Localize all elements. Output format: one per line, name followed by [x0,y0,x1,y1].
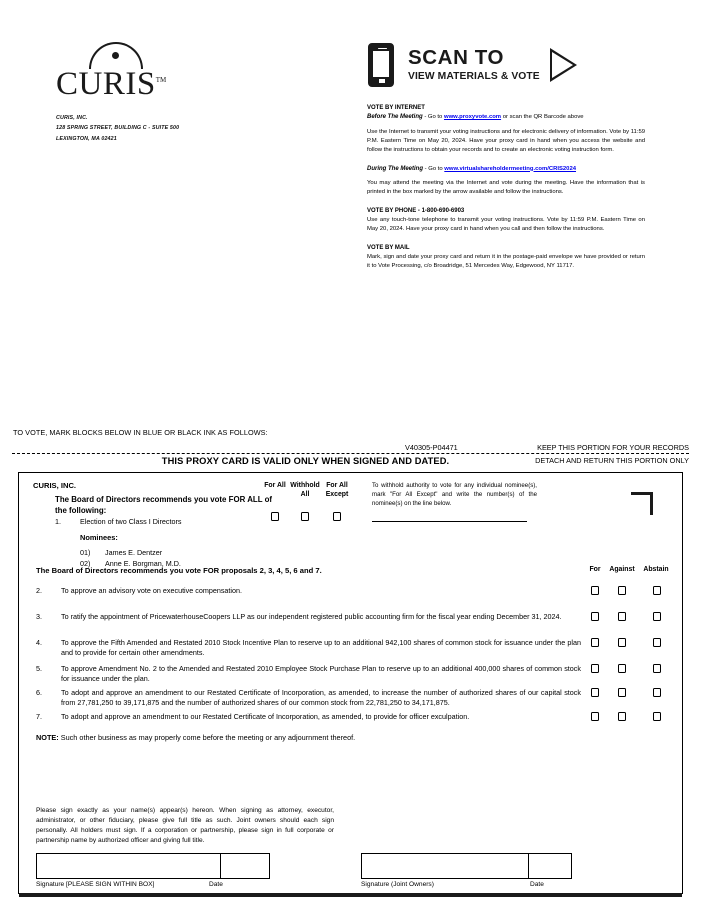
header-for: For [589,566,601,573]
proposal-row [36,712,581,722]
checkbox-proposal-5-abstain[interactable] [653,664,661,673]
before-meeting-label: Before The Meeting [367,114,423,121]
proposal-row [36,688,581,708]
nominee-name: James E. Dentzer [105,548,163,557]
header-withhold-all: Withhold All [290,482,320,498]
during-meeting-goto: - Go to [424,165,445,172]
note-label: NOTE: [36,733,59,742]
checkbox-item1-for-all[interactable] [271,512,279,521]
phone-screen-icon [373,51,389,77]
proposal-row [36,586,581,596]
proposals-recommendation: The Board of Directors recommends you vote FOR proposals 2, 3, 4, 5, 6 and 7. [36,566,322,575]
signature-label-1: Signature [PLEASE SIGN WITHIN BOX] [36,881,155,888]
during-meeting-body: You may attend the meeting via the Internet and vote during the meeting. Have the information that is printed in the box marked by the arrow available and follow the instructions. [367,180,645,196]
proposal-number: 6. [36,688,42,697]
header-for-all: For All [264,482,286,489]
vote-by-phone-heading: VOTE BY PHONE - 1-800-690-6903 [367,208,465,215]
during-meeting-line [367,165,645,174]
smartphone-icon [368,43,394,87]
checkbox-item1-for-all-except[interactable] [333,512,341,521]
proposal-text: To ratify the appointment of PricewaterhouseCoopers LLP as our independent registered public accounting firm for the fiscal year ending December 31, 2024. [61,612,562,621]
proposal-row [36,612,581,622]
signature-instructions: Please sign exactly as your name(s) appear(s) hereon. When signing as attorney, executor, administrator, or other fiduciary, please give full title as such. Joint owners should each sign personally. All holders must sign. If a corporation or partnership, please sign in full corporate or partnership name by authorized officer and giving full title. [36,807,334,845]
company-address-line-1: 128 SPRING STREET, BUILDING C - SUITE 500 [56,125,180,132]
before-meeting-tail: or scan the QR Barcode above [501,114,584,121]
nominees-label: Nominees: [80,533,118,542]
company-address [56,113,216,144]
logo-dot-icon [112,52,119,59]
checkbox-proposal-4-against[interactable] [618,638,626,647]
logo-wordmark-text: CURIS [56,66,156,102]
company-logo-block [56,40,216,144]
checkbox-proposal-3-for[interactable] [591,612,599,621]
virtual-meeting-link[interactable]: www.virtualshareholdermeeting.com/CRIS2024 [444,165,577,172]
mail-instructions-body: Mark, sign and date your proxy card and return it in the postage-paid envelope we have provided or return it to Vote Processing, c/o Broadridge, 51 Mercedes Way, Edgewood, NY 11717. [367,254,645,270]
valid-when-signed-notice: THIS PROXY CARD IS VALID ONLY WHEN SIGNED AND DATED. [161,456,450,466]
proposal-text: To approve Amendment No. 2 to the Amended and Restated 2010 Employee Stock Purchase Plan to reserve up to an additional 400,000 shares of common stock for issuance under the plan. [61,664,581,684]
list-item [80,547,181,558]
header-for-all-except: For All Except [325,482,349,498]
play-arrow-icon [550,48,577,82]
phone-home-button-icon [379,79,385,83]
checkbox-proposal-3-against[interactable] [618,612,626,621]
checkbox-proposal-6-against[interactable] [618,688,626,697]
divider-section [0,428,701,473]
before-meeting-goto: - Go to [424,114,444,121]
corner-bracket-marker [631,492,653,515]
signature-input-1[interactable] [36,853,221,879]
checkbox-proposal-7-against[interactable] [618,712,626,721]
company-address-line-2: LEXINGTON, MA 02421 [56,135,117,142]
date-input-1[interactable] [220,853,270,879]
scan-to-banner [368,43,668,87]
note-text: Such other business as may properly come before the meeting or any adjournment thereof. [58,733,356,742]
checkbox-proposal-3-abstain[interactable] [653,612,661,621]
checkbox-proposal-2-for[interactable] [591,586,599,595]
checkbox-proposal-5-for[interactable] [591,664,599,673]
nominee-exception-input-line[interactable] [372,521,527,522]
date-label-1: Date [209,881,223,888]
checkbox-proposal-6-for[interactable] [591,688,599,697]
proposal-row [36,664,581,684]
tear-off-dashed-line [12,453,689,454]
proxyvote-link[interactable]: www.proxyvote.com [443,114,502,121]
curis-logo-mark [56,40,171,70]
proposal-number: 2. [36,586,42,595]
item-1-text: Election of two Class I Directors [80,517,182,526]
logo-trademark: TM [155,76,167,84]
company-name-line: CURIS, INC. [56,115,88,121]
vote-by-internet-heading: VOTE BY INTERNET [367,105,425,111]
checkbox-proposal-2-against[interactable] [618,586,626,595]
proposal-text: To approve an advisory vote on executive compensation. [61,586,242,595]
checkbox-proposal-4-for[interactable] [591,638,599,647]
proposal-number: 4. [36,638,42,647]
scan-to-subtitle: VIEW MATERIALS & VOTE [408,70,540,82]
proposal-text: To adopt and approve an amendment to our Restated Certificate of Incorporation, as amended, to increase the number of authorized shares of our capital stock from 27,781,250 to 39,171,875 and the number of authorized shares of our common stock from 22,781,250 to 34,171,875. [61,688,581,708]
control-number: V40305-P04471 [405,443,458,452]
internet-instructions-body: Use the Internet to transmit your voting instructions and for electronic delivery of information. Vote by 11:59 P.M. Eastern Time on May 20, 2024. Have your proxy card in hand when you access the website and follow the instructions to obtain your records and to create an electronic voting instruction form. [367,128,645,153]
checkbox-proposal-7-for[interactable] [591,712,599,721]
vote-by-mail-heading: VOTE BY MAIL [367,245,410,252]
checkbox-item1-withhold-all[interactable] [301,512,309,521]
detach-portion-label: DETACH AND RETURN THIS PORTION ONLY [535,456,689,465]
header-abstain: Abstain [643,566,669,573]
signature-input-2[interactable] [361,853,529,879]
proposal-text: To approve the Fifth Amended and Restated 2010 Stock Incentive Plan to reserve up to an additional 942,100 shares of common stock for issuance under the plan and to provide for certain other amendments. [61,638,581,658]
before-meeting-line [367,113,645,122]
signature-label-2: Signature (Joint Owners) [361,881,434,888]
phone-speaker-icon [378,48,387,50]
checkbox-proposal-4-abstain[interactable] [653,638,661,647]
proposal-text: To adopt and approve an amendment to our Restated Certificate of Incorporation, as amended, to provide for officer exculpation. [61,712,470,721]
nominee-name: Anne E. Borgman, M.D. [105,559,181,569]
date-label-2: Date [530,881,544,888]
proposal-row [36,638,581,658]
proposal-number: 7. [36,712,42,721]
top-section [0,0,701,425]
scan-to-title: SCAN TO [408,46,505,70]
checkbox-proposal-5-against[interactable] [618,664,626,673]
nominee-number: 02) [80,559,91,569]
keep-portion-label: KEEP THIS PORTION FOR YOUR RECORDS [537,443,689,452]
header-against: Against [609,566,635,573]
mark-blocks-instruction: TO VOTE, MARK BLOCKS BELOW IN BLUE OR BLACK INK AS FOLLOWS: [13,428,268,437]
nominee-number: 01) [80,548,91,557]
date-input-2[interactable] [528,853,572,879]
checkbox-proposal-7-abstain[interactable] [653,712,661,721]
item-1-number: 1. [55,517,61,526]
vote-instructions-block [367,104,645,271]
checkbox-proposal-6-abstain[interactable] [653,688,661,697]
checkbox-proposal-2-abstain[interactable] [653,586,661,595]
proposal-number: 5. [36,664,42,673]
other-business-note [36,733,355,742]
withhold-authority-note: To withhold authority to vote for any individual nominee(s), mark "For All Except" and write the number(s) of the nominee(s) on the line below. [372,482,537,507]
directors-recommendation: The Board of Directors recommends you vote FOR ALL of the following: [55,495,273,516]
phone-instructions-body: Use any touch-tone telephone to transmit your voting instructions. Vote by 11:59 P.M. Eastern Time on May 20, 2024. Have your proxy card in hand when you call and then follow the instructions. [367,217,645,233]
proxy-card-company-name: CURIS, INC. [33,481,77,490]
during-meeting-label: During The Meeting [367,165,423,172]
proposal-number: 3. [36,612,42,621]
logo-wordmark [56,68,216,101]
